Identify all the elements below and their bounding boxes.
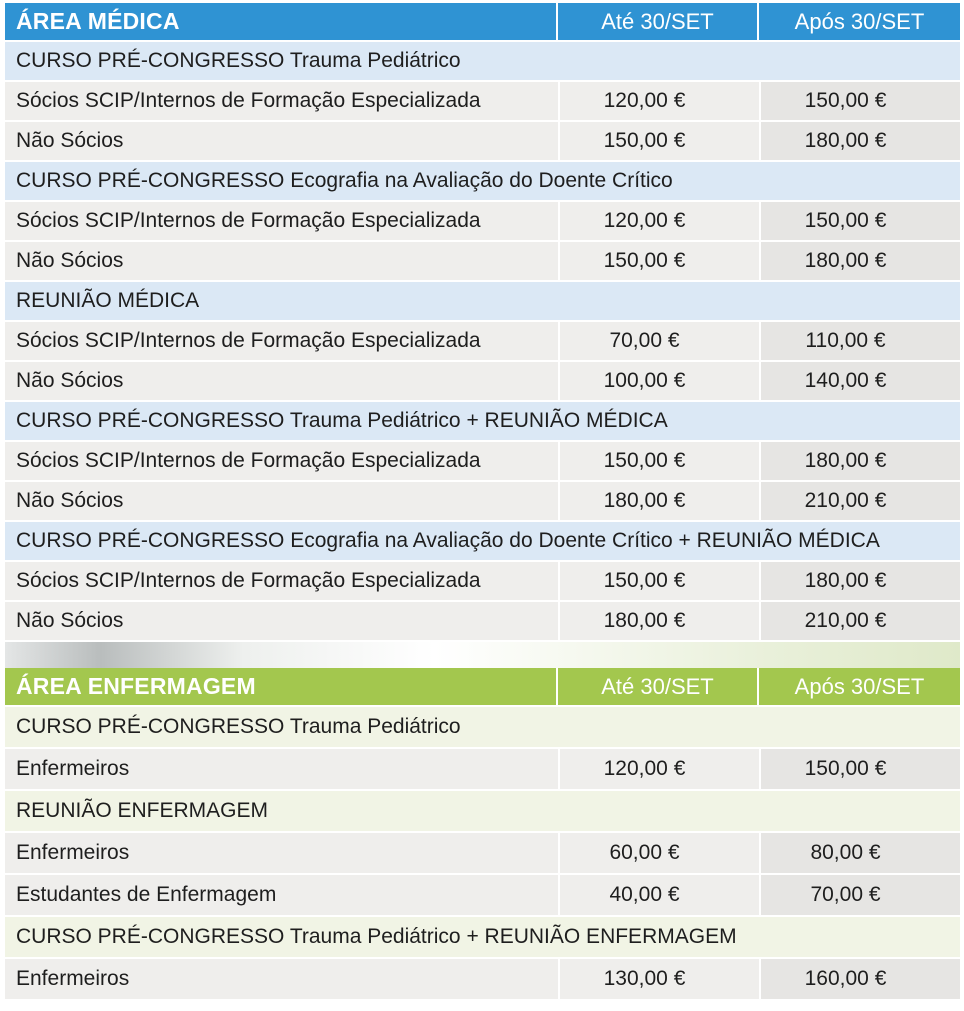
col-after-header: Após 30/SET — [759, 3, 960, 40]
price-row — [5, 957, 960, 999]
section-label: CURSO PRÉ-CONGRESSO Trauma Pediátrico + REUNIÃO MÉDICA — [5, 400, 960, 440]
participant-label: Não Sócios — [5, 360, 558, 400]
section-row — [5, 789, 960, 831]
price-after: 210,00 € — [759, 600, 960, 640]
price-before: 40,00 € — [558, 873, 759, 915]
price-row — [5, 831, 960, 873]
section-row — [5, 160, 960, 200]
price-before: 120,00 € — [558, 80, 759, 120]
price-row — [5, 747, 960, 789]
participant-label: Sócios SCIP/Internos de Formação Especializada — [5, 320, 558, 360]
participant-label: Sócios SCIP/Internos de Formação Especializada — [5, 440, 558, 480]
price-after: 180,00 € — [759, 560, 960, 600]
section-label: CURSO PRÉ-CONGRESSO Ecografia na Avaliação do Doente Crítico + REUNIÃO MÉDICA — [5, 520, 960, 560]
price-row — [5, 80, 960, 120]
price-row — [5, 873, 960, 915]
price-before: 150,00 € — [558, 120, 759, 160]
section-row — [5, 520, 960, 560]
price-row — [5, 120, 960, 160]
price-before: 70,00 € — [558, 320, 759, 360]
area-medica-table — [5, 3, 960, 640]
price-after: 150,00 € — [759, 200, 960, 240]
section-label: REUNIÃO MÉDICA — [5, 280, 960, 320]
price-after: 110,00 € — [759, 320, 960, 360]
price-after: 180,00 € — [759, 240, 960, 280]
col-before-header: Até 30/SET — [558, 668, 759, 705]
price-before: 120,00 € — [558, 200, 759, 240]
price-before: 100,00 € — [558, 360, 759, 400]
participant-label: Não Sócios — [5, 120, 558, 160]
price-after: 150,00 € — [759, 80, 960, 120]
price-before: 60,00 € — [558, 831, 759, 873]
participant-label: Sócios SCIP/Internos de Formação Especializada — [5, 80, 558, 120]
section-row — [5, 280, 960, 320]
price-row — [5, 440, 960, 480]
price-after: 140,00 € — [759, 360, 960, 400]
price-row — [5, 600, 960, 640]
section-label: REUNIÃO ENFERMAGEM — [5, 789, 960, 831]
area-enfermagem-table — [5, 668, 960, 999]
participant-label: Não Sócios — [5, 600, 558, 640]
section-row — [5, 915, 960, 957]
section-row — [5, 40, 960, 80]
section-label: CURSO PRÉ-CONGRESSO Ecografia na Avaliação do Doente Crítico — [5, 160, 960, 200]
section-label: CURSO PRÉ-CONGRESSO Trauma Pediátrico — [5, 40, 960, 80]
price-tables — [5, 3, 960, 999]
price-row — [5, 560, 960, 600]
price-before: 150,00 € — [558, 240, 759, 280]
price-after: 210,00 € — [759, 480, 960, 520]
participant-label: Sócios SCIP/Internos de Formação Especializada — [5, 200, 558, 240]
col-before-header: Até 30/SET — [558, 3, 759, 40]
price-before: 180,00 € — [558, 480, 759, 520]
section-divider — [5, 642, 960, 668]
section-row — [5, 705, 960, 747]
section-label: CURSO PRÉ-CONGRESSO Trauma Pediátrico + REUNIÃO ENFERMAGEM — [5, 915, 960, 957]
price-before: 180,00 € — [558, 600, 759, 640]
price-after: 160,00 € — [759, 957, 960, 999]
price-row — [5, 200, 960, 240]
price-row — [5, 480, 960, 520]
area-medica-header — [5, 3, 960, 40]
area-enfermagem-header — [5, 668, 960, 705]
col-after-header: Após 30/SET — [759, 668, 960, 705]
price-after: 150,00 € — [759, 747, 960, 789]
section-row — [5, 400, 960, 440]
area-enfermagem-title: ÁREA ENFERMAGEM — [5, 668, 558, 705]
price-row — [5, 240, 960, 280]
price-before: 130,00 € — [558, 957, 759, 999]
price-row — [5, 320, 960, 360]
participant-label: Estudantes de Enfermagem — [5, 873, 558, 915]
participant-label: Enfermeiros — [5, 747, 558, 789]
participant-label: Não Sócios — [5, 240, 558, 280]
participant-label: Enfermeiros — [5, 831, 558, 873]
participant-label: Enfermeiros — [5, 957, 558, 999]
price-row — [5, 360, 960, 400]
price-after: 70,00 € — [759, 873, 960, 915]
price-after: 180,00 € — [759, 120, 960, 160]
participant-label: Não Sócios — [5, 480, 558, 520]
participant-label: Sócios SCIP/Internos de Formação Especializada — [5, 560, 558, 600]
price-before: 150,00 € — [558, 440, 759, 480]
area-medica-title: ÁREA MÉDICA — [5, 3, 558, 40]
price-before: 120,00 € — [558, 747, 759, 789]
price-after: 180,00 € — [759, 440, 960, 480]
price-before: 150,00 € — [558, 560, 759, 600]
section-label: CURSO PRÉ-CONGRESSO Trauma Pediátrico — [5, 705, 960, 747]
price-after: 80,00 € — [759, 831, 960, 873]
